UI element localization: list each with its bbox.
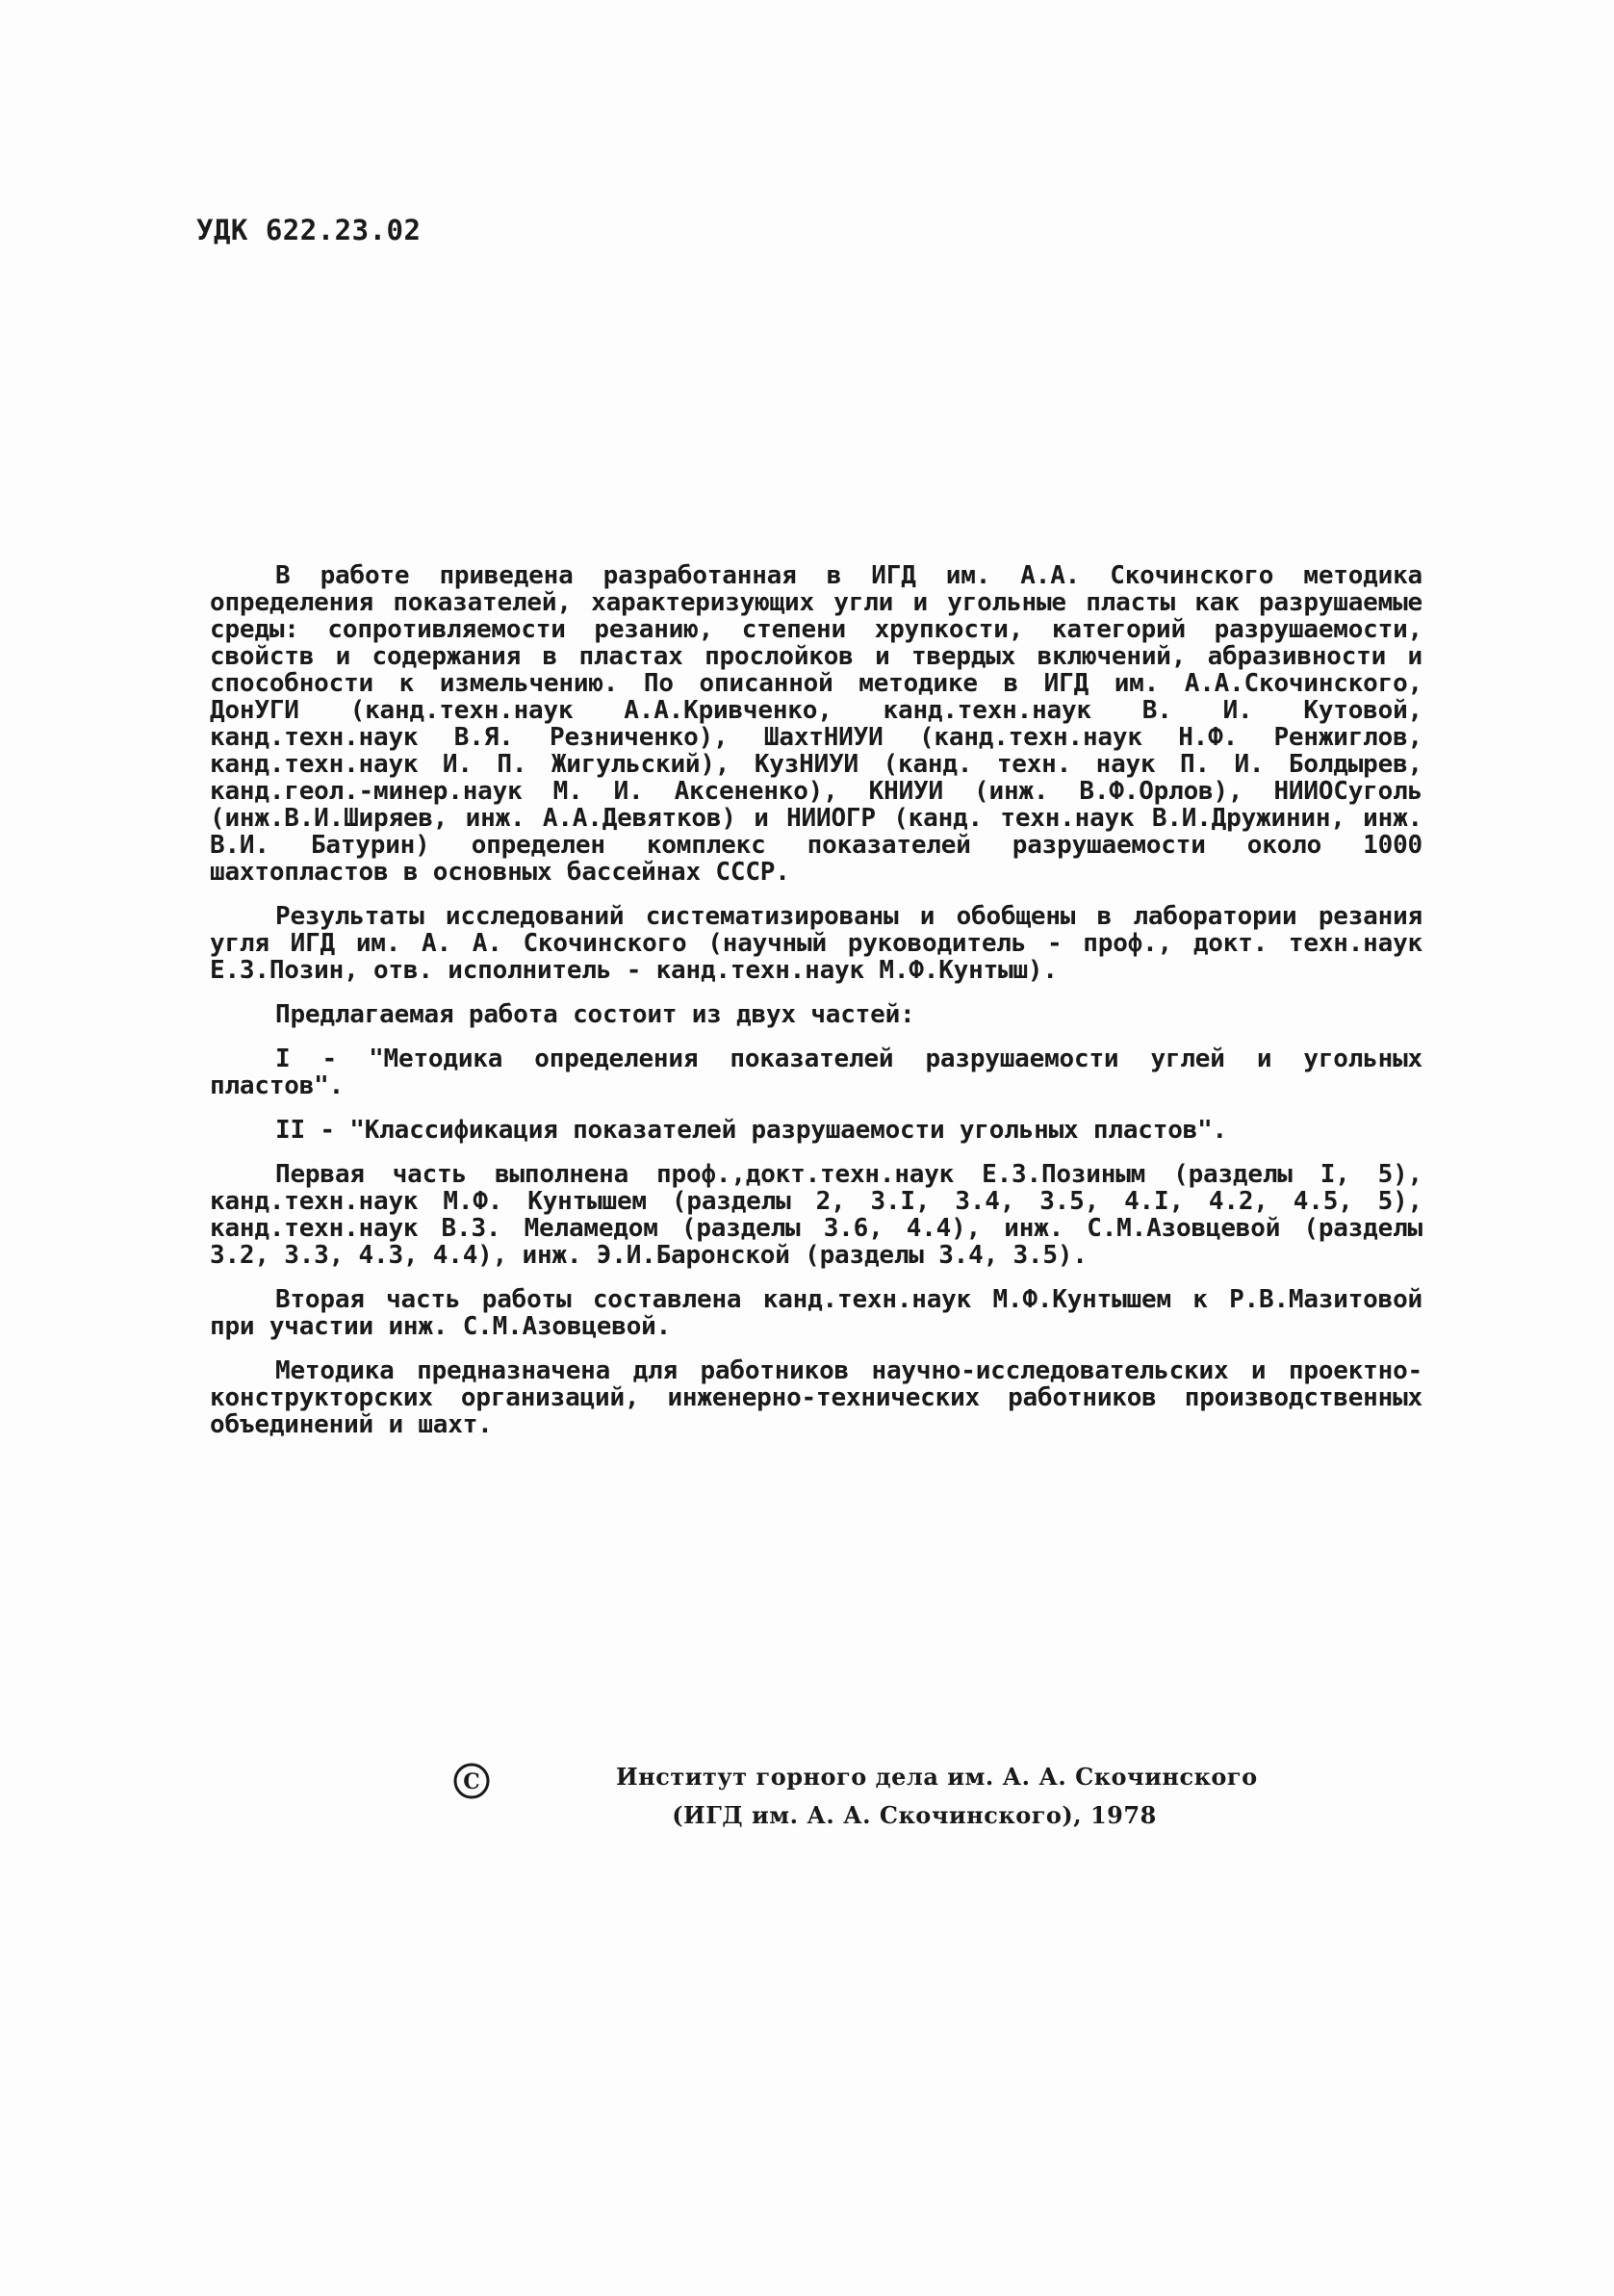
svg-text:C: C: [463, 1769, 480, 1794]
paragraph-methodology: В работе приведена разработанная в ИГД им. А.А. Скочинского методика определения показателей, характеризующих угли и угольные пласты как разрушаемые среды: сопротивляемости резанию, степени хрупкости, категорий разрушаемости, свойств и содержания в пластах прослойков и твердых включений, абразивности и способности к измельчению. По описанной методике в ИГД им. А.А.Скочинского, ДонУГИ (канд.техн.наук А.А.Кривченко, канд.техн.наук В. И. Кутовой, канд.техн.наук В.Я. Резниченко), ШахтНИУИ (канд.техн.наук Н.Ф. Ренжиглов, канд.техн.наук И. П. Жигульский), КузНИУИ (канд. техн. наук П. И. Болдырев, канд.геол.-минер.наук М. И. Аксененко), КНИУИ (инж. В.Ф.Орлов), НИИОСуголь (инж.В.И.Ширяев, инж. А.А.Девятков) и НИИОГР (канд. техн.наук В.И.Дружинин, инж. В.И. Батурин) определен комплекс показателей разрушаемости около 1000 шахтопластов в основных бассейнах СССР.: [210, 561, 1422, 887]
abstract-body: [210, 562, 1422, 1456]
paragraph-results: Результаты исследований систематизированы и обобщены в лаборатории резания угля ИГД им. А. А. Скочинского (научный руководитель - проф., докт. техн.наук Е.З.Позин, отв. исполнитель - канд.техн.наук М.Ф.Кунтыш).: [210, 902, 1422, 985]
paragraph-second-part-authors: Вторая часть работы составлена канд.техн.наук М.Ф.Кунтышем к Р.В.Мазитовой при участии инж. С.М.Азовцевой.: [210, 1285, 1422, 1341]
paragraph-first-part-authors: Первая часть выполнена проф.,докт.техн.наук Е.З.Позиным (разделы I, 5), канд.техн.наук М.Ф. Кунтышем (разделы 2, 3.I, 3.4, 3.5, 4.I, 4.2, 4.5, 5), канд.техн.наук В.З. Меламедом (разделы 3.6, 4.4), инж. С.М.Азовцевой (разделы 3.2, 3.3, 4.3, 4.4), инж. Э.И.Баронской (разделы 3.4, 3.5).: [210, 1160, 1422, 1270]
paragraph-audience: Методика предназначена для работников научно-исследовательских и проектно-конструкторских организаций, инженерно-технических работников производственных объединений и шахт.: [210, 1356, 1422, 1439]
publisher-info: [616, 1758, 1258, 1835]
paragraph-parts-intro: Предлагаемая работа состоит из двух частей:: [275, 1000, 915, 1029]
udk-code: УДК 622.23.02: [196, 214, 422, 246]
paragraph-part-one: I - "Методика определения показателей разрушаемости углей и угольных пластов".: [210, 1045, 1422, 1100]
publisher-footer: [452, 1758, 1258, 1873]
copyright-icon: [452, 1762, 491, 1800]
publisher-year: (ИГД им. А. А. Скочинского), 1978: [672, 1801, 1157, 1829]
publisher-name: Институт горного дела им. А. А. Скочинского: [616, 1763, 1258, 1791]
paragraph-part-two: II - "Классификация показателей разрушаемости угольных пластов".: [275, 1116, 1228, 1145]
